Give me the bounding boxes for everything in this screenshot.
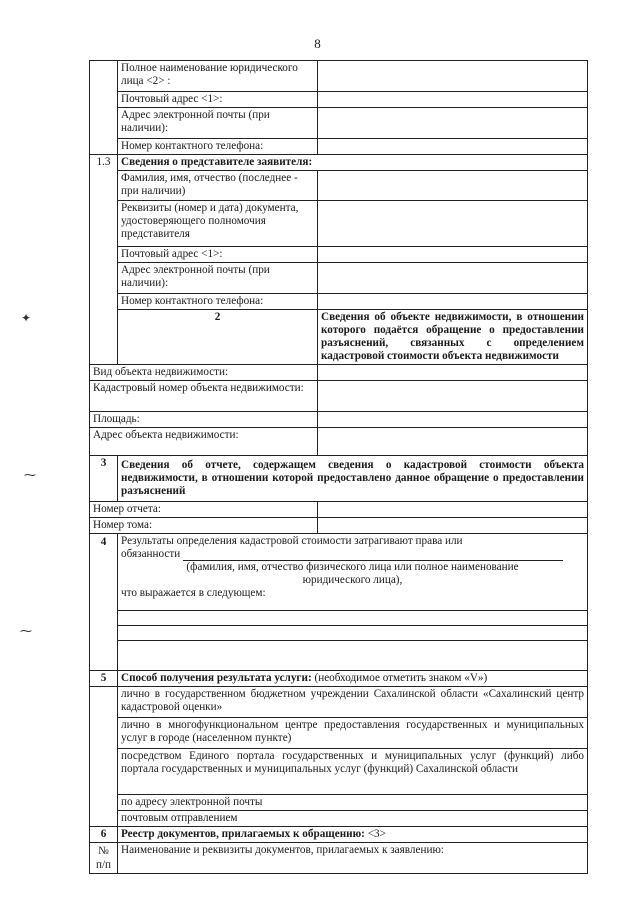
option-gbu-sakhalin[interactable]: лично в государственном бюджетном учреждении Сахалинской области «Сахалинский центр кадастровой оценки» (118, 687, 588, 718)
field-cadastral-number[interactable] (318, 381, 588, 412)
section-number-6: 6 (90, 827, 118, 843)
label-report-number: Номер отчета: (90, 502, 318, 518)
option-mfc[interactable]: лично в многофункциональном центре предоставления государственных и муниципальных услуг в городе (населенном пункте) (118, 718, 588, 749)
field-rep-requisites[interactable] (318, 201, 588, 247)
blank-line[interactable] (183, 549, 563, 561)
section-6-heading-note: <3> (364, 828, 386, 840)
field-org-email[interactable] (318, 108, 588, 139)
label-org-email: Адрес электронной почты (при наличии): (118, 108, 318, 139)
label-rep-requisites: Реквизиты (номер и дата) документа, удостоверяющего полномочия представителя (118, 201, 318, 247)
label-area: Площадь: (90, 412, 318, 428)
column-header-number: № п/п (90, 843, 118, 874)
field-object-type[interactable] (318, 365, 588, 381)
column-header-documents: Наименование и реквизиты документов, прилагаемых к заявлению: (118, 843, 588, 874)
label-org-postal: Почтовый адрес <1>: (118, 92, 318, 108)
field-area[interactable] (318, 412, 588, 428)
scan-mark: ⁓ (24, 468, 36, 482)
label-rep-fio: Фамилия, имя, отчество (последнее - при наличии) (118, 171, 318, 201)
option-gosuslugi-portal[interactable]: посредством Единого портала государственных и муниципальных услуг (функций) либо портала государственных и муниципальных услуг (функций) Сахалинской области (118, 749, 588, 795)
section-number-5: 5 (90, 671, 118, 687)
section-2-heading: Сведения об объекте недвижимости, в отношении которого подаётся обращение о предоставлении разъяснений, связанных с определением кадастровой стоимости объекта недвижимости (318, 310, 588, 365)
section-5-heading-title: Способ получения результата услуги: (121, 672, 312, 684)
section-4-line-2 (121, 548, 584, 561)
label-rep-email: Адрес электронной почты (при наличии): (118, 263, 318, 294)
section-number-1-3: 1.3 (90, 155, 118, 365)
section-6-heading (118, 827, 588, 843)
scan-mark: ⁓ (20, 624, 32, 638)
field-report-number[interactable] (318, 502, 588, 518)
field-rights-line-2[interactable] (118, 626, 588, 641)
row-number-empty (90, 61, 118, 155)
section-5-options-spacer (90, 687, 118, 827)
section-4-line-3: что выражается в следующем: (121, 587, 266, 599)
field-rep-phone[interactable] (318, 294, 588, 310)
application-form-table (89, 60, 588, 874)
section-4-obligations-label: обязанности (121, 548, 181, 560)
section-5-heading (118, 671, 588, 687)
section-4-caption: (фамилия, имя, отчество физического лица или полное наименование юридического лица), (186, 561, 519, 586)
label-object-type: Вид объекта недвижимости: (90, 365, 318, 381)
label-object-address: Адрес объекта недвижимости: (90, 428, 318, 456)
section-1-3-heading: Сведения о представителе заявителя: (118, 155, 588, 171)
section-5-heading-note: (необходимое отметить знаком «V») (311, 672, 488, 684)
field-rep-fio[interactable] (318, 171, 588, 201)
field-org-full-name[interactable] (318, 61, 588, 92)
label-volume-number: Номер тома: (90, 518, 318, 534)
label-cadastral-number: Кадастровый номер объекта недвижимости: (90, 381, 318, 412)
option-post[interactable]: почтовым отправлением (118, 811, 588, 827)
field-org-phone[interactable] (318, 139, 588, 155)
section-4-line-1: Результаты определения кадастровой стоимости затрагивают права или (121, 535, 463, 547)
field-rights-line-1[interactable] (118, 611, 588, 626)
section-6-heading-title: Реестр документов, прилагаемых к обращению: (121, 828, 365, 840)
section-3-heading: Сведения об отчете, содержащем сведения о кадастровой стоимости объекта недвижимости, в отношении которой предоставлено данное обращение о предоставлении разъяснений (118, 456, 588, 502)
field-rights-line-3[interactable] (118, 641, 588, 671)
label-rep-phone: Номер контактного телефона: (118, 294, 318, 310)
field-object-address[interactable] (318, 428, 588, 456)
label-org-full-name: Полное наименование юридического лица <2> : (118, 61, 318, 92)
section-number-3: 3 (90, 456, 118, 502)
scan-mark: ✦ (21, 311, 32, 325)
option-email[interactable]: по адресу электронной почты (118, 795, 588, 811)
label-org-phone: Номер контактного телефона: (118, 139, 318, 155)
field-org-postal[interactable] (318, 92, 588, 108)
section-number-2: 2 (118, 310, 318, 365)
label-rep-postal: Почтовый адрес <1>: (118, 247, 318, 263)
section-4-text (118, 534, 588, 611)
section-number-4: 4 (90, 534, 118, 671)
field-volume-number[interactable] (318, 518, 588, 534)
page-number: 8 (314, 36, 321, 51)
field-rep-postal[interactable] (318, 247, 588, 263)
field-rep-email[interactable] (318, 263, 588, 294)
